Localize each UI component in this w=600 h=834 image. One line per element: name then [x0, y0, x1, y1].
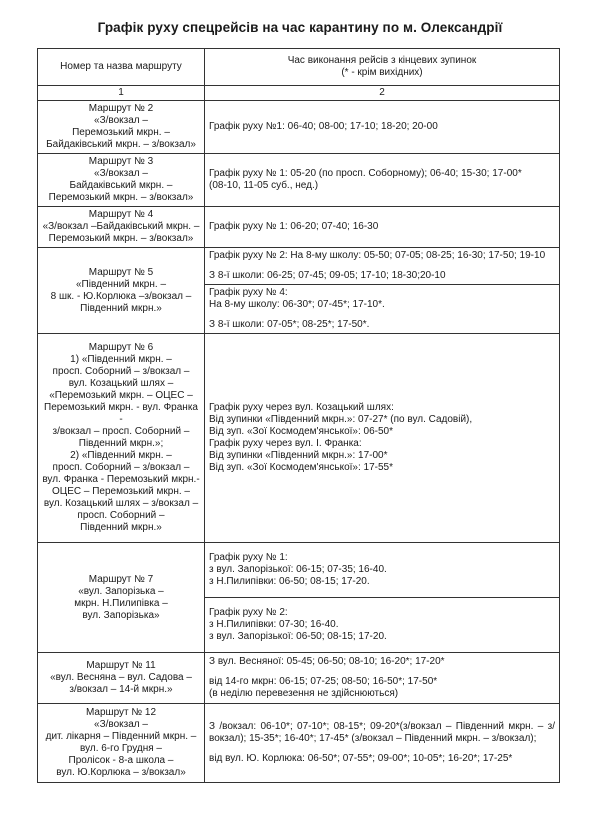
route-line: «З/вокзал – — [94, 115, 148, 126]
route-line: 8 шк. - Ю.Корлюка –з/вокзал – — [50, 290, 192, 302]
route-line: просп. Соборний – — [77, 510, 165, 521]
header-schedule — [205, 49, 560, 86]
header-route: Номер та назва маршруту — [38, 49, 205, 86]
route-line: Пролісок - 8-а школа – — [68, 755, 174, 766]
route-name-cell — [38, 248, 205, 334]
route-line: вул. Франка - Перемозький мкрн.- — [42, 474, 200, 485]
schedule-line: з вул. Запорізької: 06-50; 08-15; 17-20. — [209, 631, 387, 642]
schedule-line: Графік руху №1: 06-40; 08-00; 17-10; 18-20; 20-00 — [209, 121, 438, 132]
table-row — [38, 543, 560, 598]
header-schedule-note: (* - крім вихідних) — [341, 67, 423, 78]
table-row — [38, 101, 560, 154]
header-schedule-line: Час виконання рейсів з кінцевих зупинок — [287, 55, 477, 66]
route-line: Байдаківський мкрн. – з/вокзал» — [46, 139, 196, 150]
schedule-line: Графік руху через вул. І. Франка: — [209, 438, 362, 449]
route-line: вул. Запорізька» — [82, 609, 160, 621]
schedule-line: Від зуп. «Зої Космодем'янської»: 06-50* — [209, 426, 394, 437]
schedule-cell — [205, 154, 560, 207]
route-line: вул. Козацький шлях – — [68, 378, 174, 389]
route-title: Маршрут № 11 — [86, 660, 156, 671]
schedule-line: (в неділю перевезення не здійснюються) — [209, 688, 399, 699]
route-line: вул. 6-го Грудня – — [79, 743, 162, 754]
table-row — [38, 653, 560, 704]
route-line: з/вокзал – 14-й мкрн.» — [69, 684, 173, 695]
route-line: Південний мкрн.» — [80, 302, 162, 314]
route-name-cell — [38, 101, 205, 154]
route-line: ОЦЕС – Перемозький мкрн. – — [52, 486, 190, 497]
schedule-line: Графік руху через вул. Козацький шлях: — [209, 402, 394, 413]
route-line: «Південний мкрн. – — [75, 278, 166, 290]
route-line: «З/вокзал – — [94, 719, 148, 730]
schedule-cell — [205, 285, 560, 334]
schedule-line: З вул. Весняної: 05-45; 06-50; 08-10; 16-20*; 17-20* — [209, 656, 445, 667]
route-name-cell — [38, 543, 205, 653]
schedule-line: На 8-му школу: 06-30*; 07-45*; 17-10*. — [209, 299, 385, 310]
table-row — [38, 248, 560, 285]
route-title: Маршрут № 3 — [88, 156, 154, 167]
schedule-line: (08-10, 11-05 суб., нед.) — [209, 180, 319, 191]
schedule-line: з Н.Пилипівки: 07-30; 16-40. — [209, 619, 339, 630]
schedule-line: Графік руху № 2: — [209, 607, 288, 618]
schedule-line: Від зуп. «Зої Космодем'янської»: 17-55* — [209, 462, 394, 473]
route-line: вул. Козацький шлях – з/вокзал – — [43, 498, 199, 509]
route-title: Маршрут № 4 — [88, 209, 154, 220]
schedule-cell — [205, 653, 560, 704]
route-name-cell — [38, 334, 205, 543]
schedule-table — [37, 48, 560, 783]
schedule-cell — [205, 248, 560, 285]
schedule-cell — [205, 598, 560, 653]
schedule-line: З 8-ї школи: 06-25; 07-45; 09-05; 17-10; 18-30;20-10 — [209, 270, 446, 281]
route-line: «вул. Запорізька – — [78, 585, 164, 597]
schedule-cell — [205, 543, 560, 598]
schedule-line: З 8-ї школи: 07-05*; 08-25*; 17-50*. — [209, 319, 370, 330]
schedule-line: від 14-го мкрн: 06-15; 07-25; 08-50; 16-50*; 17-50* — [209, 676, 438, 687]
page-title: Графік руху спецрейсів на час карантину по м. Олександрії — [97, 20, 503, 35]
schedule-line: з Н.Пилипівки: 06-50; 08-15; 17-20. — [209, 576, 370, 587]
schedule-line: з вул. Запорізької: 06-15; 07-35; 16-40. — [209, 564, 387, 575]
column-number-1: 1 — [38, 86, 205, 101]
route-line: Південний мкрн.» — [80, 522, 162, 533]
route-title: Маршрут № 12 — [85, 707, 157, 718]
schedule-line: Графік руху № 1: 05-20 (по просп. Соборному); 06-40; 15-30; 17-00* — [209, 168, 522, 179]
route-name-cell — [38, 653, 205, 704]
route-line: Перемозький мкрн. - вул. Франка - — [44, 402, 198, 425]
route-line: «вул. Весняна – вул. Садова – — [50, 672, 192, 683]
route-line: Південний мкрн.»; — [78, 438, 164, 449]
route-line: з/вокзал – просп. Соборний – — [52, 426, 190, 437]
schedule-line: Графік руху № 1: 06-20; 07-40; 16-30 — [209, 221, 379, 232]
route-title: Маршрут № 2 — [88, 103, 154, 114]
route-line: Перемозький мкрн. – з/вокзал» — [48, 233, 194, 244]
schedule-cell — [205, 207, 560, 248]
route-line: Перемозький мкрн. – з/вокзал» — [48, 192, 194, 203]
schedule-line: Від зупинки «Південний мкрн.»: 17-00* — [209, 450, 388, 461]
route-line: просп. Соборний – з/вокзал – — [52, 462, 190, 473]
route-line: «З/вокзал –Байдаківський мкрн. – — [42, 221, 200, 232]
route-title: Маршрут № 6 — [88, 342, 154, 353]
route-line: вул. Ю.Корлюка – з/вокзал» — [56, 767, 186, 778]
route-line: «Перемозький мкрн. – ОЦЕС – — [49, 390, 193, 401]
route-line: мкрн. Н.Пилипівка – — [74, 597, 168, 609]
schedule-cell — [205, 101, 560, 154]
route-name-cell — [38, 207, 205, 248]
column-number-row — [38, 86, 560, 101]
schedule-line: З /вокзал: 06-10*; 07-10*; 08-15*; 09-20*(з/вокзал – Південний мкрн. – з/вокзал); 15-35*; 16-40*; 17-45* (з/вокзал – Південний мкрн. – з/вокзал); — [209, 721, 555, 744]
route-line: Перемозький мкрн. – — [72, 127, 170, 138]
route-line: дит. лікарня – Південний мкрн. – — [45, 731, 197, 742]
schedule-line: Графік руху № 4: — [209, 287, 288, 298]
schedule-line: від вул. Ю. Корлюка: 06-50*; 07-55*; 09-00*; 10-05*; 16-20*; 17-25* — [209, 753, 513, 764]
route-name-cell — [38, 704, 205, 783]
table-row — [38, 334, 560, 543]
route-title: Маршрут № 7 — [88, 573, 154, 585]
column-number-2: 2 — [205, 86, 560, 101]
route-name-cell — [38, 154, 205, 207]
route-line: Байдаківський мкрн. – — [69, 180, 173, 191]
route-line: «З/вокзал – — [94, 168, 148, 179]
route-line: 1) «Південний мкрн. – — [70, 354, 172, 365]
table-row — [38, 207, 560, 248]
table-header-row — [38, 49, 560, 86]
schedule-cell — [205, 334, 560, 543]
table-row — [38, 704, 560, 783]
route-line: 2) «Південний мкрн. – — [70, 450, 172, 461]
schedule-line: Графік руху № 2: На 8-му школу: 05-50; 07-05; 08-25; 16-30; 17-50; 19-10 — [209, 250, 546, 261]
route-line: просп. Соборний – з/вокзал – — [52, 366, 190, 377]
schedule-line: Від зупинки «Південний мкрн.»: 07-27* (по вул. Садовій), — [209, 414, 473, 425]
route-title: Маршрут № 5 — [88, 266, 154, 278]
schedule-cell — [205, 704, 560, 783]
table-row — [38, 154, 560, 207]
schedule-line: Графік руху № 1: — [209, 552, 288, 563]
